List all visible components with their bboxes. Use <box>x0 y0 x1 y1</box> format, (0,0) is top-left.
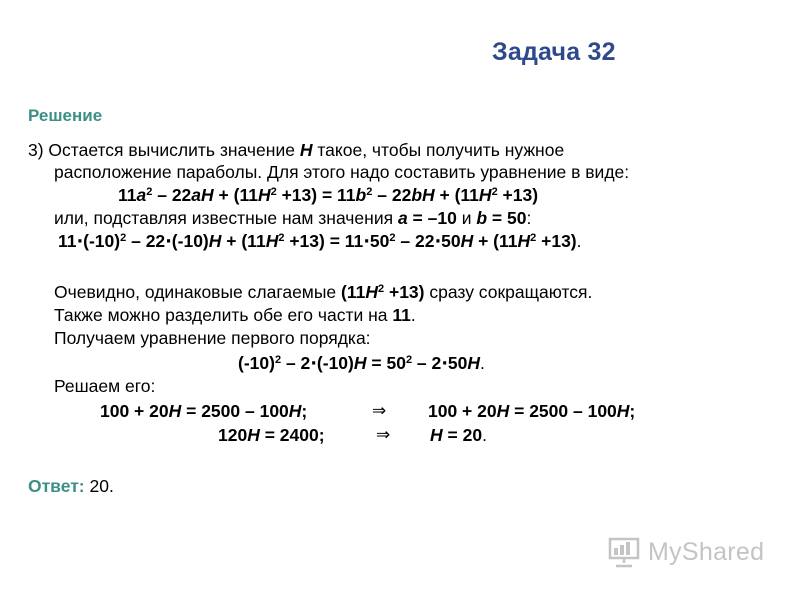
equation-solve-right: 100 + 20H = 2500 – 100H; <box>428 401 636 421</box>
equation-solve-left: 100 + 20H = 2500 – 100H; <box>100 401 308 421</box>
text-line-4: или, подставляя известные нам значения a = –10 и b = 50: <box>54 208 532 228</box>
equation-substituted: $11\cdot(-10)^2 - 22\cdot(-10)H + (11H^2 +13) = 11\cdot 50^2 - 22\cdot 50H + (11H^2 +13)$. <box>58 231 582 251</box>
text-line-2: расположение параболы. Для этого надо составить уравнение в виде: <box>54 162 630 182</box>
text-line-10: Решаем его: <box>54 376 156 396</box>
answer <box>28 475 114 497</box>
solution-heading: Решение <box>28 106 103 125</box>
answer-label: Ответ: <box>28 476 85 496</box>
text-line-8: Получаем уравнение первого порядка: <box>54 328 371 348</box>
equation-first-order: $(-10)^2 - 2\cdot(-10)H = 50^2 - 2\cdot 50H$. <box>238 353 485 373</box>
watermark-logo <box>606 535 764 569</box>
text-line-7: Также можно разделить обе его части на 11. <box>54 305 416 325</box>
equation-simplified: 120H = 2400; <box>218 425 325 445</box>
watermark-text: MyShared <box>648 537 765 566</box>
slide-title: Задача 32 <box>492 38 616 66</box>
answer-value: 20. <box>84 476 114 496</box>
implies-arrow-icon: ⇒ <box>376 425 391 444</box>
presentation-board-icon <box>606 535 642 569</box>
text-line-6: Очевидно, одинаковые слагаемые $(11H^2 +13)$ сразу сокращаются. <box>54 282 593 302</box>
equation-result: H = 20. <box>430 425 487 445</box>
text-line-1: 3) Остается вычислить значение H такое, чтобы получить нужное <box>28 140 565 160</box>
implies-arrow-icon: ⇒ <box>372 401 387 420</box>
equation-general: $11a^2 - 22aH + (11H^2 +13) = 11b^2 - 22bH + (11H^2 +13)$ <box>118 185 539 205</box>
